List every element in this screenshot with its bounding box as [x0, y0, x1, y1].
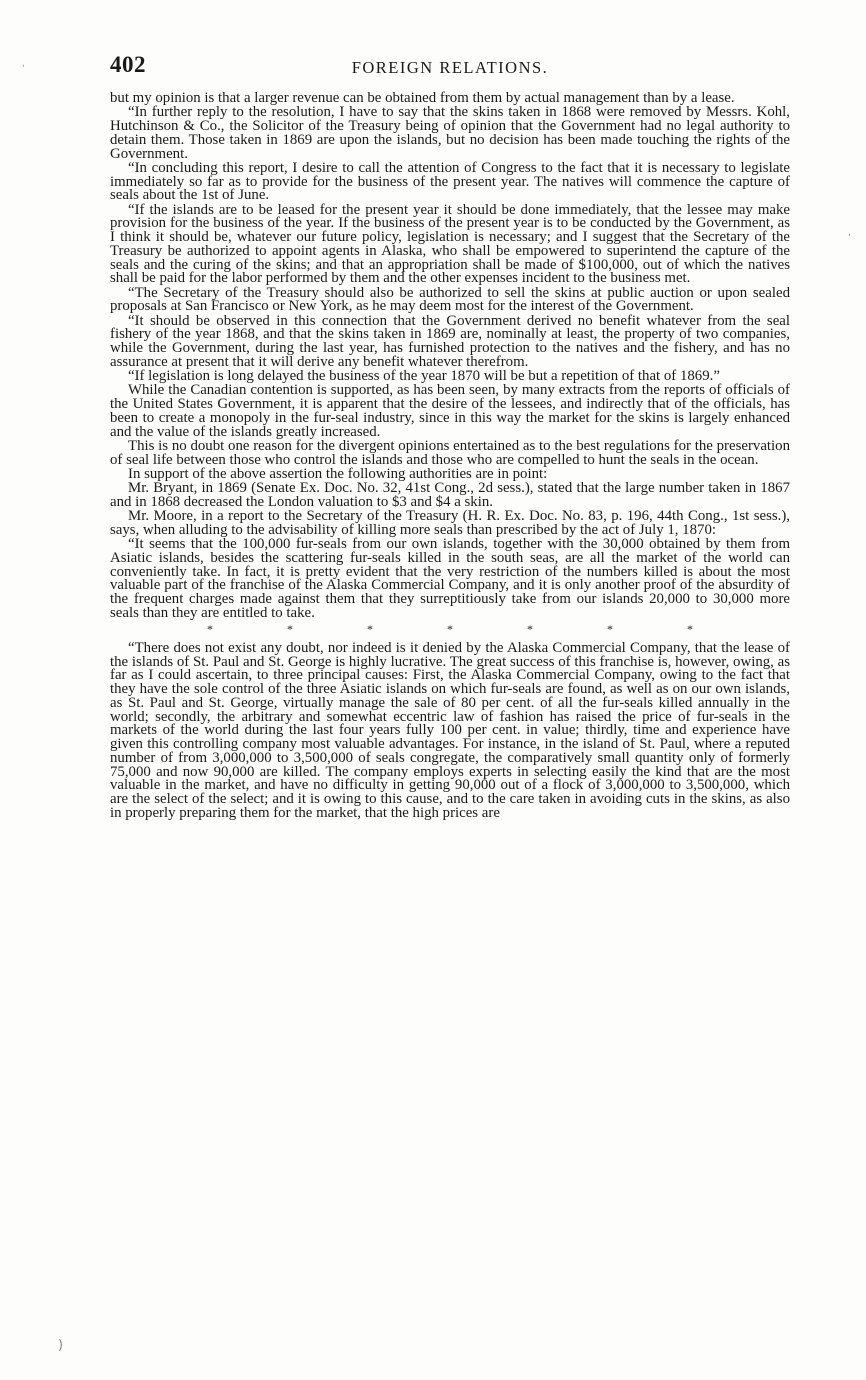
paragraph: “It should be observed in this connection that the Government derived no benefit whatever from the seal fishery of the year 1868, and that the skins taken in 1869 are, nominally at least, the property of two companies, while the Government, during the last year, has furnished protection to the natives and the fishery, and has no assurance at present that it will derive any benefit whatever therefrom.	[110, 312, 790, 370]
paragraph: but my opinion is that a larger revenue can be obtained from them by actual management than by a lease.	[110, 90, 735, 106]
page-corner-mark: )	[58, 1338, 64, 1353]
paragraph: “In further reply to the resolution, I have to say that the skins taken in 1868 were removed by Messrs. Kohl, Hutchinson & Co., the Solicitor of the Treasury being of opinion that the Government had no legal authority to detain them. Those taken in 1869 are upon the islands, but no decision has been made touching the rights of the Government.	[110, 104, 790, 162]
separator-star: *	[687, 622, 693, 636]
paragraph: This is no doubt one reason for the divergent opinions entertained as to the best regulations for the preservation of seal life between those who control the islands and those who are compelled to hunt the seals in the ocean.	[110, 437, 790, 468]
paragraph: Mr. Moore, in a report to the Secretary of the Treasury (H. R. Ex. Doc. No. 83, p. 196, 44th Cong., 1st sess.), says, when alluding to the advisability of killing more seals than prescribed by the act of July 1, 1870:	[110, 508, 790, 538]
body-text	[110, 92, 790, 821]
separator-star: *	[207, 622, 213, 636]
section-separator	[110, 621, 790, 642]
paragraph: “It seems that the 100,000 fur-seals from our own islands, together with the 30,000 obtained by them from Asiatic islands, besides the scattering fur-seals killed in the south seas, are all the market of the world can conveniently take. In fact, it is pretty evident that the very restriction of the numbers killed is about the most valuable part of the franchise of the Alaska Commercial Company, and it is only another proof of the absurdity of the frequent charges made against them that they surreptitiously take from our islands 20,000 to 30,000 more seals than they are entitled to take.	[110, 536, 790, 621]
paragraph: “The Secretary of the Treasury should also be authorized to sell the skins at public auction or upon sealed proposals at San Francisco or New York, as he may deem most for the interest of the Government.	[110, 284, 790, 315]
separator-star: *	[447, 622, 453, 636]
separator-star: *	[287, 622, 293, 636]
paragraph: “In concluding this report, I desire to call the attention of Congress to the fact that it is necessary to legislate immediately so far as to provide for the business of the present year. The natives will commence the capture of seals about the 1st of June.	[110, 159, 790, 204]
paragraph: “If legislation is long delayed the business of the year 1870 will be but a repetition of that of 1869.”	[128, 368, 720, 384]
separator-star: *	[367, 622, 373, 636]
paragraph: “If the islands are to be leased for the present year it should be done immediately, that the lessee may make provision for the business of the year. If the business of the present year is to be conducted by the Government, as I think it should be, whatever our future policy, legislation is necessary; and I suggest that the Secretary of the Treasury be authorized to appoint agents in Alaska, who shall be empowered to superintend the capture of the seals and the curing of the skins; and that an appropriation shall be made of $100,000, out of which the natives shall be paid for the labor performed by them and the other expenses incident to the business met.	[110, 201, 790, 287]
paragraph: In support of the above assertion the following authorities are in point:	[128, 465, 548, 482]
running-header	[110, 48, 790, 82]
page-number: 402	[110, 52, 146, 77]
separator-star: *	[607, 622, 613, 636]
edge-tick-mark: '	[22, 64, 25, 74]
edge-tick-mark: ,	[848, 228, 851, 238]
paragraph: “There does not exist any doubt, nor indeed is it denied by the Alaska Commercial Company, that the lease of the islands of St. Paul and St. George is highly lucrative. The great success of this franchise is, however, owing, as far as I could ascertain, to three principal causes: First, the Alaska Commercial Company, owing to the fact that they have the sole control of the three Asiatic islands on which fur-seals are found, as well as on our own islands, as St. Paul and St. George, virtually manage the sale of 80 per cent. of all the fur-seals killed annually in the world; secondly, the arbitrary and somewhat eccentric law of fashion has raised the price of fur-seals in the markets of the world during the last four years fully 100 per cent. in value; thirdly, time and experience have given this controlling company most valuable advantages. For instance, in the island of St. Paul, where a reputed number of from 3,000,000 to 3,500,000 of seals congregate, the comparatively small quantity only of formerly 75,000 and now 90,000 are killed. The company employs experts in selecting easily the kind that are the most valuable in the market, and have no difficulty in getting 90,000 out of a flock of 3,000,000 to 3,500,000, which are the select of the select; and it is owing to this cause, and to the care taken in avoiding cuts in the skins, as also in properly preparing them for the market, that the high prices are	[110, 639, 790, 821]
paragraph: Mr. Bryant, in 1869 (Senate Ex. Doc. No. 32, 41st Cong., 2d sess.), stated that the large number taken in 1867 and in 1868 decreased the London valuation to $3 and $4 a skin.	[110, 480, 790, 510]
separator-star: *	[527, 622, 533, 636]
paragraph: While the Canadian contention is supported, as has been seen, by many extracts from the reports of officials of the United States Government, it is apparent that the desire of the lessees, and indirectly that of the officials, has been to create a monopoly in the fur-seal industry, since in this way the market for the skins is largely enhanced and the value of the islands greatly increased.	[110, 382, 790, 440]
running-title: FOREIGN RELATIONS.	[351, 58, 549, 77]
